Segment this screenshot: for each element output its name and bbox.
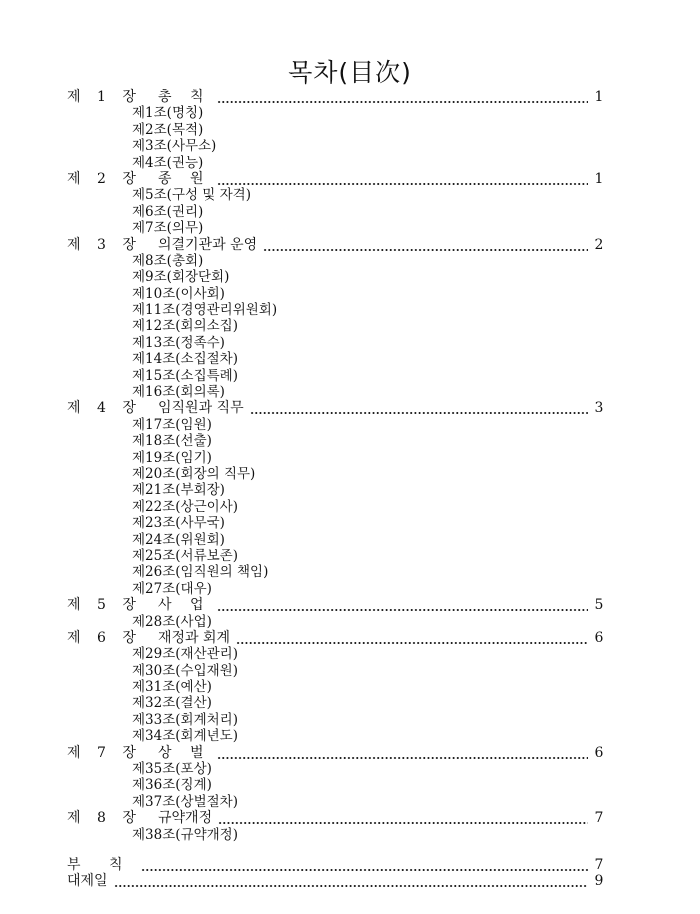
- article-label: 제11조(경영관리위원회): [132, 302, 278, 319]
- article-label: 제6조(권리): [132, 203, 204, 220]
- article-row: [0, 220, 700, 236]
- chapter-number: 제 5 장: [67, 597, 142, 614]
- article-row: [0, 548, 700, 564]
- article-label: 제33조(회계처리): [132, 711, 238, 728]
- article-label: 제29조(재산관리): [132, 646, 238, 663]
- chapter-row: [0, 597, 700, 613]
- chapter-row: [0, 630, 700, 646]
- article-label: 제8조(총회): [132, 252, 204, 269]
- article-label: 제15조(소집특례): [132, 367, 238, 384]
- article-row: [0, 450, 700, 466]
- chapter-row: [0, 745, 700, 761]
- article-row: [0, 122, 700, 138]
- article-row: [0, 581, 700, 597]
- article-row: [0, 646, 700, 662]
- article-label: 제27조(대우): [132, 580, 212, 597]
- leader-dots: [217, 597, 589, 613]
- chapter-page-number: 1: [594, 89, 604, 105]
- chapter-title: 총 칙: [158, 89, 211, 105]
- article-row: [0, 335, 700, 351]
- article-row: [0, 105, 700, 121]
- article-row: [0, 433, 700, 449]
- genealogy-row-title: 대제일: [67, 873, 108, 890]
- appendix-row: [0, 857, 700, 873]
- table-of-contents: [0, 89, 700, 890]
- article-label: 제17조(임원): [132, 416, 212, 433]
- article-row: [0, 712, 700, 728]
- leader-dots: [114, 873, 588, 889]
- article-label: 제7조(의무): [132, 220, 204, 237]
- article-label: 제19조(임기): [132, 449, 212, 466]
- article-label: 제22조(상근이사): [132, 498, 238, 515]
- article-row: [0, 155, 700, 171]
- article-label: 제1조(명칭): [132, 105, 204, 122]
- genealogy-row-page-number: 9: [594, 873, 604, 890]
- chapter-number: 제 6 장: [67, 629, 142, 646]
- article-row: [0, 728, 700, 744]
- chapter-number: 제 2 장: [67, 170, 142, 187]
- article-label: 제26조(임직원의 책임): [132, 564, 269, 581]
- article-row: [0, 318, 700, 334]
- chapter-page-number: 3: [594, 400, 604, 417]
- article-row: [0, 253, 700, 269]
- chapter-title: 재정과 회계: [158, 629, 231, 646]
- chapter-title: 종 원: [158, 170, 211, 187]
- chapter-number: 제 4 장: [67, 400, 142, 417]
- spacer: [0, 843, 700, 857]
- article-label: 제25조(서류보존): [132, 547, 238, 564]
- article-label: 제38조(규약개정): [132, 826, 238, 843]
- article-label: 제4조(권능): [132, 154, 204, 171]
- article-row: [0, 679, 700, 695]
- article-label: 제28조(사업): [132, 613, 212, 630]
- article-row: [0, 269, 700, 285]
- article-label: 제3조(사무소): [132, 138, 217, 155]
- chapter-page-number: 5: [594, 597, 604, 614]
- chapter-row: [0, 810, 700, 826]
- chapter-number: 제 8 장: [67, 810, 142, 827]
- leader-dots: [250, 400, 588, 416]
- article-row: [0, 204, 700, 220]
- article-label: 제9조(회장단회): [132, 269, 230, 286]
- chapter-title: 임직원과 직무: [158, 400, 244, 417]
- chapter-row: [0, 171, 700, 187]
- article-row: [0, 614, 700, 630]
- article-label: 제31조(예산): [132, 679, 212, 696]
- article-row: [0, 827, 700, 843]
- article-row: [0, 532, 700, 548]
- appendix-row-title: 부 칙: [67, 856, 135, 873]
- article-row: [0, 138, 700, 154]
- genealogy-row: [0, 873, 700, 889]
- article-row: [0, 777, 700, 793]
- article-label: 제12조(회의소집): [132, 318, 238, 335]
- article-row: [0, 499, 700, 515]
- article-row: [0, 794, 700, 810]
- article-row: [0, 564, 700, 580]
- article-label: 제20조(회장의 직무): [132, 465, 256, 482]
- article-label: 제36조(징계): [132, 777, 212, 794]
- article-row: [0, 761, 700, 777]
- article-row: [0, 384, 700, 400]
- article-row: [0, 368, 700, 384]
- article-row: [0, 302, 700, 318]
- leader-dots: [141, 857, 589, 873]
- article-row: [0, 351, 700, 367]
- article-label: 제24조(위원회): [132, 531, 225, 548]
- article-label: 제21조(부회장): [132, 482, 225, 499]
- article-row: [0, 286, 700, 302]
- leader-dots: [236, 630, 588, 646]
- chapter-page-number: 6: [594, 744, 604, 761]
- leader-dots: [218, 810, 588, 826]
- article-row: [0, 417, 700, 433]
- article-label: 제5조(구성 및 자격): [132, 187, 251, 204]
- chapter-page-number: 7: [594, 810, 604, 827]
- chapter-title: 상 벌: [158, 744, 211, 761]
- article-row: [0, 515, 700, 531]
- article-label: 제18조(선출): [132, 433, 212, 450]
- chapter-page-number: 6: [594, 629, 604, 646]
- article-label: 제30조(수입재원): [132, 662, 238, 679]
- leader-dots: [263, 237, 588, 253]
- article-label: 제13조(정족수): [132, 334, 225, 351]
- leader-dots: [217, 171, 589, 187]
- article-label: 제23조(사무국): [132, 515, 225, 532]
- article-label: 제32조(결산): [132, 695, 212, 712]
- article-row: [0, 663, 700, 679]
- article-row: [0, 466, 700, 482]
- article-row: [0, 695, 700, 711]
- chapter-page-number: 2: [594, 236, 604, 253]
- leader-dots: [217, 89, 589, 105]
- chapter-row: [0, 237, 700, 253]
- article-label: 제37조(상벌절차): [132, 793, 238, 810]
- article-label: 제14조(소집절차): [132, 351, 238, 368]
- article-label: 제16조(회의록): [132, 384, 225, 401]
- chapter-title: 규약개정: [158, 810, 213, 827]
- article-label: 제34조(회계년도): [132, 728, 238, 745]
- article-row: [0, 482, 700, 498]
- article-label: 제2조(목적): [132, 121, 204, 138]
- page-title: 목차(目次): [288, 58, 412, 87]
- article-label: 제10조(이사회): [132, 285, 225, 302]
- chapter-page-number: 1: [594, 170, 604, 187]
- chapter-row: [0, 89, 700, 105]
- chapter-title: 사 업: [158, 597, 211, 614]
- article-row: [0, 187, 700, 203]
- chapter-title: 의결기관과 운영: [158, 236, 258, 253]
- chapter-number: 제 1 장: [67, 89, 142, 105]
- chapter-number: 제 7 장: [67, 744, 142, 761]
- appendix-row-page-number: 7: [594, 856, 604, 873]
- chapter-number: 제 3 장: [67, 236, 142, 253]
- article-label: 제35조(포상): [132, 761, 212, 778]
- leader-dots: [217, 745, 589, 761]
- chapter-row: [0, 400, 700, 416]
